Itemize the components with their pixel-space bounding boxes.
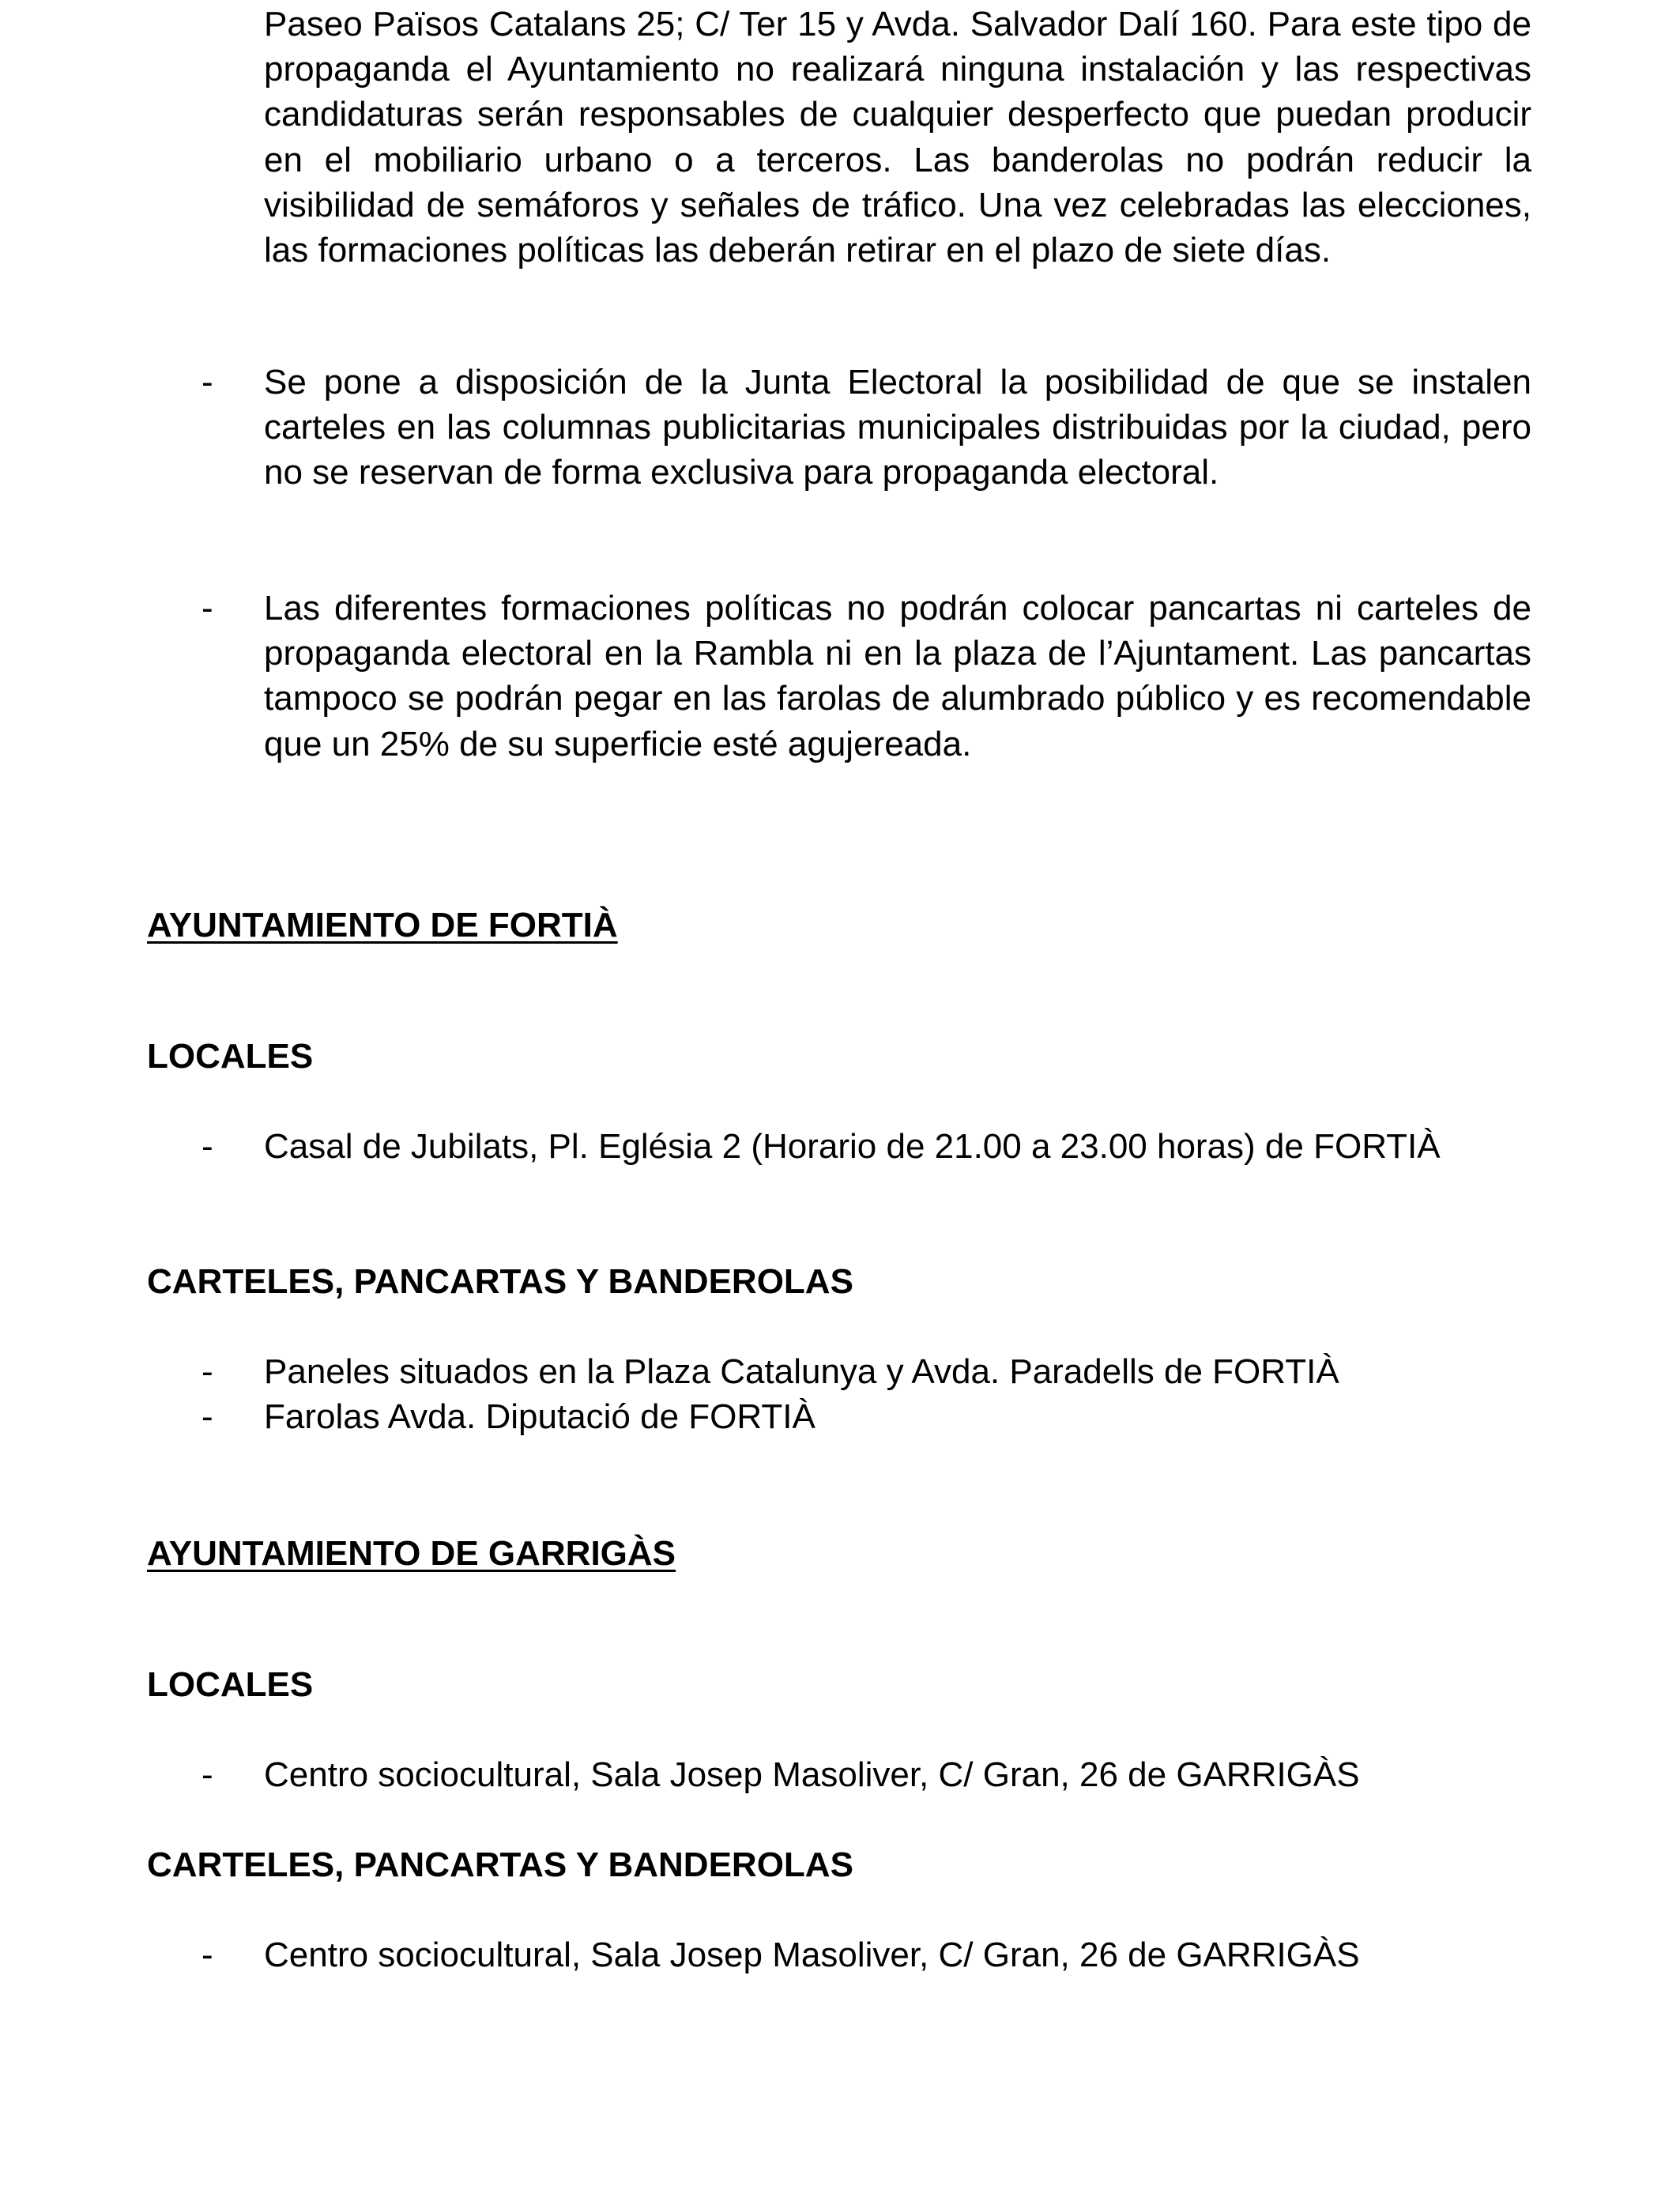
list-item-text: Las diferentes formaciones políticas no podrán colocar pancartas ni carteles de propaganda electoral en la Rambla ni en la plaza de l’Ajuntament. Las pancartas tampoco se podrán pegar en las farolas de alumbrado público y es recomendable que un 25% de su superficie esté agujereada. — [264, 589, 1531, 763]
list-item — [202, 1349, 1531, 1394]
bullet-dash: - — [202, 363, 213, 401]
bullet-dash: - — [202, 1127, 213, 1166]
list-item — [202, 1124, 1531, 1169]
list-item-text: Farolas Avda. Diputació de FORTIÀ — [264, 1397, 816, 1436]
list-item — [202, 360, 1531, 496]
list-item-text: Centro sociocultural, Sala Josep Masoliver, C/ Gran, 26 de GARRIGÀS — [264, 1936, 1360, 1974]
bullet-dash: - — [202, 1755, 213, 1794]
list-item-text: Casal de Jubilats, Pl. Eglésia 2 (Horario de 21.00 a 23.00 horas) de FORTIÀ — [264, 1127, 1441, 1166]
list-item-text: Se pone a disposición de la Junta Electoral la posibilidad de que se instalen carteles en las columnas publicitarias municipales distribuidas por la ciudad, pero no se reservan de forma exclusiva para propaganda electoral. — [264, 363, 1531, 492]
list-item — [202, 1752, 1531, 1797]
bullet-dash: - — [202, 589, 213, 628]
list-item — [202, 1394, 1531, 1439]
list-item — [202, 1932, 1531, 1977]
bullet-dash: - — [202, 1352, 213, 1391]
subheading-locales-garrigas: LOCALES — [147, 1665, 314, 1704]
subheading-carteles-garrigas: CARTELES, PANCARTAS Y BANDEROLAS — [147, 1845, 853, 1884]
list-item-text: Paneles situados en la Plaza Catalunya y Avda. Paradells de FORTIÀ — [264, 1352, 1339, 1391]
section-title-fortia: AYUNTAMIENTO DE FORTIÀ — [147, 906, 618, 944]
list-item — [202, 586, 1531, 767]
subheading-carteles-fortia: CARTELES, PANCARTAS Y BANDEROLAS — [147, 1262, 853, 1301]
bullet-dash: - — [202, 1397, 213, 1436]
continuation-paragraph: Paseo Països Catalans 25; C/ Ter 15 y Avda. Salvador Dalí 160. Para este tipo de propaganda el Ayuntamiento no realizará ninguna instalación y las respectivas candidaturas serán responsables de cualquier desperfecto que puedan producir en el mobiliario urbano o a terceros. Las banderolas no podrán reducir la visibilidad de semáforos y señales de tráfico. Una vez celebradas las elecciones, las formaciones políticas las deberán retirar en el plazo de siete días. — [264, 5, 1531, 270]
list-item-text: Centro sociocultural, Sala Josep Masoliver, C/ Gran, 26 de GARRIGÀS — [264, 1755, 1360, 1794]
subheading-locales-fortia: LOCALES — [147, 1037, 314, 1076]
bullet-dash: - — [202, 1936, 213, 1974]
section-title-garrigas: AYUNTAMIENTO DE GARRIGÀS — [147, 1534, 676, 1573]
